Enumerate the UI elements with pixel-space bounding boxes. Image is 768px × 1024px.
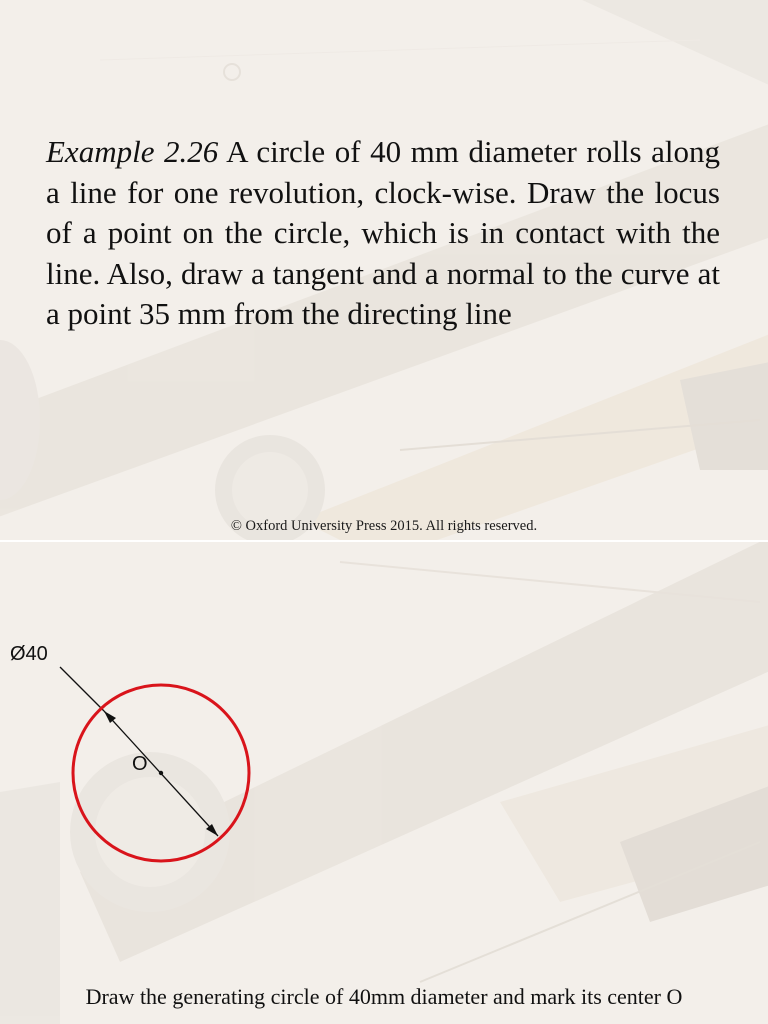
slide-generating-circle (0, 542, 768, 1024)
diameter-label: Ø40 (10, 643, 48, 665)
arrowhead-upper (104, 711, 116, 723)
slide-caption: Draw the generating circle of 40mm diameter and mark its center O (85, 984, 683, 1009)
arrowhead-lower (206, 824, 218, 836)
problem-statement: A circle of 40 mm diameter rolls along a line for one revolution, clock-wise. Draw the locus of a point on the circle, which is in contact with the line. Also, draw a tangent and a normal to the curve at a point 35 mm from the directing line (46, 134, 720, 331)
generating-circle-diagram (0, 542, 768, 1024)
example-problem-text (46, 132, 720, 335)
center-point (159, 771, 163, 775)
copyright-notice: © Oxford University Press 2015. All rights reserved. (230, 518, 538, 534)
center-label: O (132, 753, 148, 775)
example-label: Example 2.26 (46, 134, 219, 169)
leader-line (60, 667, 104, 711)
